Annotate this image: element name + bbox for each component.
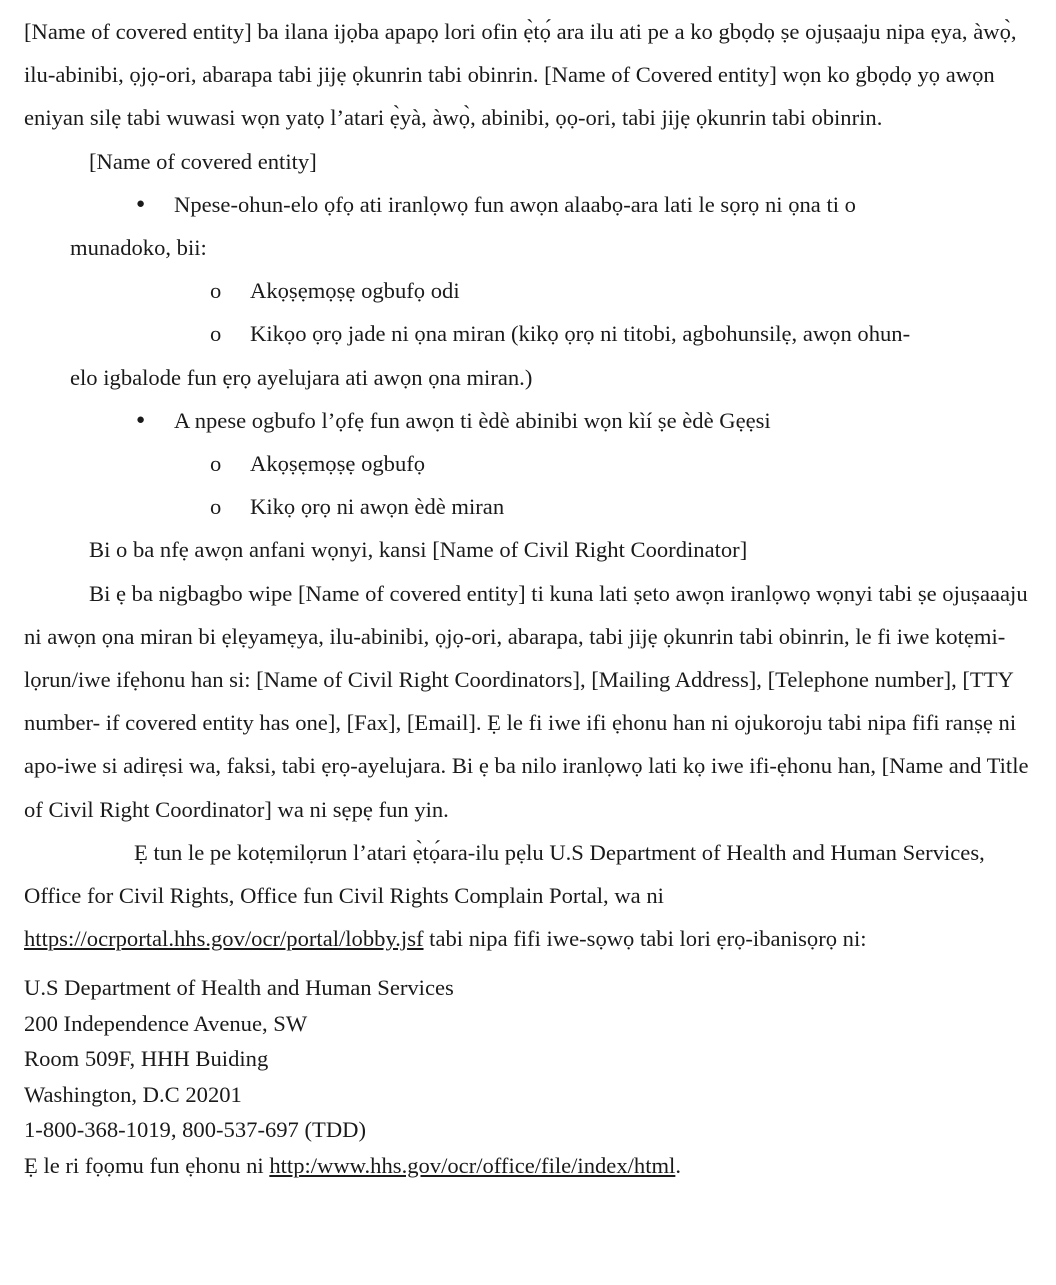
address-phone: 1-800-368-1019, 800-537-697 (TDD) bbox=[24, 1117, 366, 1143]
form-line bbox=[24, 1148, 1034, 1183]
paragraph-intro: [Name of covered entity] ba ilana ijọba apapọ lori ofin ẹ̀tọ́ ara ilu ati pe a ko gbọdọ ṣe ojuṣaaju nipa ẹya, àwọ̀, ilu-abinibi, ọjọ-ori, abarapa tabi jijẹ ọkunrin tabi obinrin. [Name of Covered entity] wọn ko gbọdọ yọ awọn eniyan silẹ tabi wuwasi wọn yatọ l’atari ẹ̀yà, àwọ̀, abinibi, ọọ-ori, tabi jijẹ ọkunrin tabi obinrin. bbox=[24, 19, 1017, 131]
sub-item bbox=[70, 442, 1034, 485]
bullet-icon: ● bbox=[136, 411, 146, 428]
sub-item-text: Kikọo ọrọ jade ni ọna miran (kikọ ọrọ ni titobi, agbohunsilẹ, awọn ohun- bbox=[250, 321, 911, 347]
circle-bullet-icon: o bbox=[210, 278, 222, 304]
form-text: Ẹ le ri fọọmu fun ẹhonu ni bbox=[24, 1152, 270, 1178]
complaint-form-link[interactable]: http:/www.hhs.gov/ocr/office/file/index/html bbox=[269, 1152, 676, 1178]
form-text-after: . bbox=[675, 1152, 681, 1178]
bullet-item bbox=[70, 183, 1034, 226]
sub-item bbox=[70, 485, 1034, 528]
contact-line: Bi o ba nfẹ awọn anfani wọnyi, kansi [Name of Civil Right Coordinator] bbox=[89, 537, 748, 563]
mailing-address bbox=[24, 970, 1034, 1182]
circle-bullet-icon: o bbox=[210, 494, 222, 520]
bullet-text: Npese-ohun-elo ọfọ ati iranlọwọ fun awọn alaabọ-ara lati le sọrọ ni ọna ti o bbox=[174, 191, 856, 217]
circle-bullet-icon: o bbox=[210, 451, 222, 477]
address-line: Washington, D.C 20201 bbox=[24, 1081, 242, 1107]
sub-item-text: Akọṣẹmọṣẹ ogbufọ bbox=[250, 451, 426, 477]
sub-item-continuation: elo igbalode fun ẹrọ ayelujara ati awọn ọna miran.) bbox=[70, 364, 533, 390]
entity-line: [Name of covered entity] bbox=[89, 148, 317, 174]
services-list bbox=[24, 183, 1034, 529]
ocr-portal-link[interactable]: https://ocrportal.hhs.gov/ocr/portal/lobby.jsf bbox=[24, 926, 424, 952]
sub-item bbox=[70, 269, 1034, 312]
bullet-continuation: munadoko, bii: bbox=[70, 235, 207, 261]
document-page bbox=[24, 10, 1034, 1183]
paragraph-complaint: Bi ẹ ba nigbagbo wipe [Name of covered entity] ti kuna lati ṣeto awọn iranlọwọ wọnyi tabi ṣe ojuṣaaaju ni awọn ọna miran bi ẹlẹyamẹya, ilu-abinibi, ọjọ-ori, abarapa, tabi jijẹ ọkunrin tabi obinrin, le fi iwe kotẹmi-lọrun/iwe ifẹhonu han si: [Name of Civil Right Coordinators], [Mailing Address], [Telephone number], [TTY number- if covered entity has one], [Fax], [Email]. Ẹ le fi iwe ifi ẹhonu han ni ojukoroju tabi nipa fifi ranṣẹ ni apo-iwe si adirẹsi wa, faksi, tabi ẹrọ-ayelujara. Bi ẹ ba nilo iranlọwọ lati kọ iwe ifi-ẹhonu han, [Name and Title of Civil Right Coordinator] wa ni sẹpẹ fun yin. bbox=[24, 580, 1029, 822]
sub-item bbox=[70, 312, 1034, 355]
circle-bullet-icon: o bbox=[210, 321, 222, 347]
ocr-text: Ẹ tun le pe kotẹmilọrun l’atari ẹ̀tọ́ara-ilu pẹlu U.S Department of Health and Human Services, Office for Civil Rights, Office fun Civil Rights Complain Portal, wa ni bbox=[24, 839, 985, 909]
address-line: U.S Department of Health and Human Services bbox=[24, 975, 454, 1001]
bullet-item bbox=[70, 399, 1034, 442]
paragraph-ocr bbox=[24, 831, 1034, 961]
ocr-text-after: tabi nipa fifi iwe-sọwọ tabi lori ẹrọ-ibanisọrọ ni: bbox=[423, 926, 867, 952]
sub-item-text: Kikọ ọrọ ni awọn èdè miran bbox=[250, 494, 505, 520]
bullet-text: A npese ogbufo l’ọfẹ fun awọn ti èdè abinibi wọn kìí ṣe èdè Gẹẹsi bbox=[174, 407, 771, 433]
address-line: 200 Independence Avenue, SW bbox=[24, 1010, 308, 1036]
address-line: Room 509F, HHH Buiding bbox=[24, 1046, 269, 1072]
sub-item-text: Akọṣẹmọṣẹ ogbufọ odi bbox=[250, 278, 460, 304]
bullet-icon: ● bbox=[136, 195, 146, 212]
